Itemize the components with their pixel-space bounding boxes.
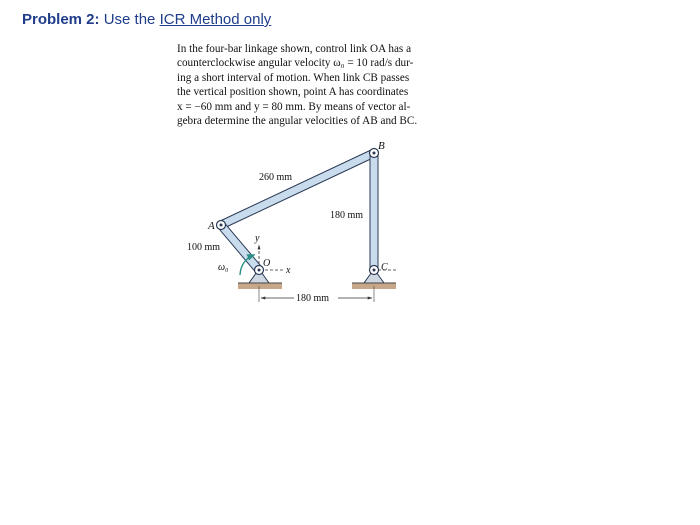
dim-oa-label: 100 mm: [187, 242, 221, 253]
pin-c: [370, 266, 379, 275]
dim-ab-label: 260 mm: [259, 172, 293, 183]
label-omega: ω₀: [218, 262, 229, 273]
problem-line: counterclockwise angular velocity ω₀ = 10 rad/s dur-: [177, 57, 414, 70]
label-c: C: [381, 262, 388, 273]
dim-bc-label: 180 mm: [330, 210, 364, 221]
label-o: O: [263, 258, 271, 269]
label-b: B: [378, 140, 385, 152]
label-a: A: [208, 220, 215, 232]
problem-line: In the four-bar linkage shown, control link OA has a: [177, 43, 412, 55]
problem-line: the vertical position shown, point A has coordinates: [177, 86, 409, 99]
problem-line: x = −60 mm and y = 80 mm. By means of vector al-: [177, 100, 411, 113]
pin-a: [217, 221, 226, 230]
icr-method-link[interactable]: ICR Method only: [159, 11, 272, 28]
label-y: y: [255, 233, 260, 244]
heading-instruction: Use the: [103, 11, 156, 28]
problem-line: ing a short interval of motion. When link CB passes: [177, 71, 410, 84]
label-x: x: [286, 265, 291, 276]
problem-line: gebra determine the angular velocities of AB and BC.: [177, 115, 418, 128]
dim-oc-label: 180 mm: [296, 293, 330, 304]
problem-number: Problem 2:: [22, 11, 100, 28]
